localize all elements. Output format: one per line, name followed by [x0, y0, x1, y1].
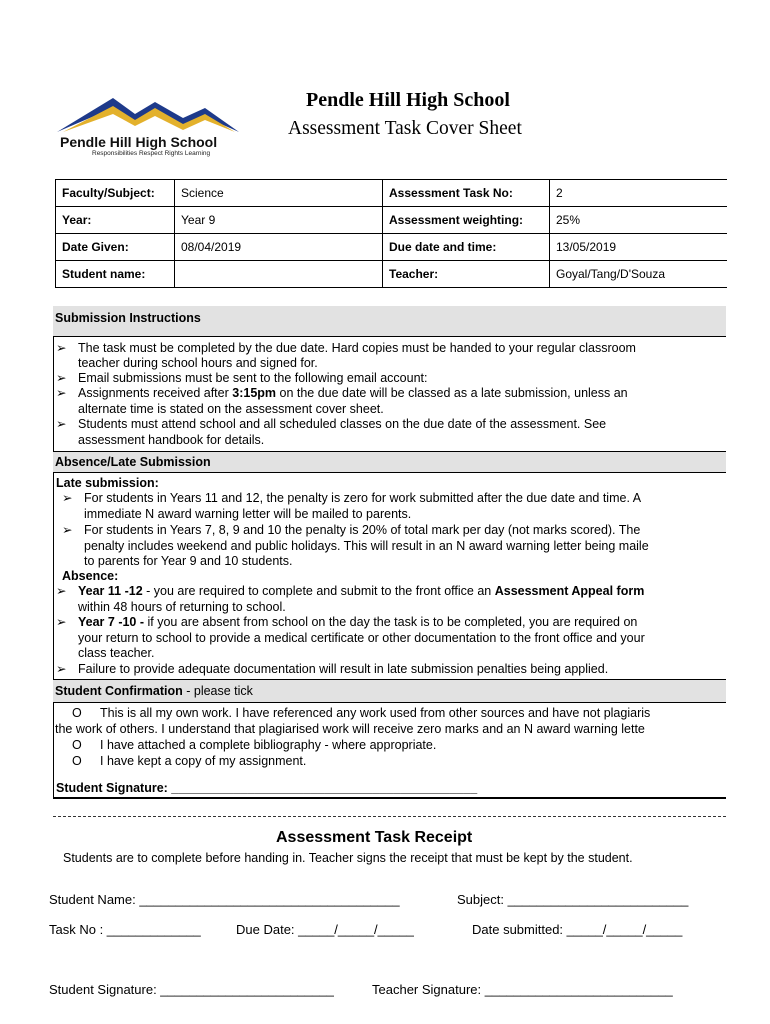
late-submission-heading: Late submission:	[56, 476, 159, 490]
value-faculty[interactable]: Science	[175, 180, 383, 207]
text: Student Confirmation	[55, 684, 183, 698]
tick-circle[interactable]: O	[72, 738, 82, 752]
value-weighting[interactable]: 25%	[550, 207, 727, 234]
submission-line: Email submissions must be sent to the following email account:	[78, 371, 428, 385]
submission-line: alternate time is stated on the assessment cover sheet.	[78, 402, 384, 416]
bullet-arrow-icon: ➢	[62, 523, 73, 537]
receipt-due-date-field[interactable]: Due Date: _____/_____/_____	[236, 922, 414, 937]
receipt-date-submitted-field[interactable]: Date submitted: _____/_____/_____	[472, 922, 683, 937]
bullet-arrow-icon: ➢	[56, 584, 67, 598]
value-date-given[interactable]: 08/04/2019	[175, 234, 383, 261]
absence-line: your return to school to provide a medical certificate or other documentation to the front office and your	[78, 631, 645, 645]
submission-line	[78, 386, 628, 401]
receipt-subject-field[interactable]: Subject: _________________________	[457, 892, 689, 907]
submission-line: assessment handbook for details.	[78, 433, 265, 447]
late-line: For students in Years 7, 8, 9 and 10 the penalty is 20% of total mark per day (not marks scored). The	[84, 523, 641, 537]
label-teacher: Teacher:	[383, 261, 550, 288]
absence-line	[78, 584, 644, 599]
cut-line	[53, 816, 726, 817]
tick-circle[interactable]: O	[72, 754, 82, 768]
absence-line: class teacher.	[78, 646, 155, 660]
confirmation-line: the work of others. I understand that plagiarised work will receive zero marks and an N award warning lette	[55, 722, 645, 736]
submission-line: Students must attend school and all scheduled classes on the due date of the assessment. See	[78, 417, 607, 431]
bullet-arrow-icon: ➢	[56, 386, 67, 400]
absence-heading: Absence/Late Submission	[53, 451, 726, 473]
bullet-arrow-icon: ➢	[56, 417, 67, 431]
table-row	[56, 207, 727, 234]
sheet-title: Assessment Task Cover Sheet	[288, 118, 522, 139]
confirmation-heading	[53, 679, 726, 703]
receipt-student-signature-field[interactable]: Student Signature: ________________________	[49, 982, 334, 997]
text: Year 11 -12	[78, 584, 143, 598]
label-student-name: Student name:	[56, 261, 175, 288]
bullet-arrow-icon: ➢	[62, 491, 73, 505]
bullet-arrow-icon: ➢	[56, 371, 67, 385]
table-row	[56, 234, 727, 261]
value-teacher[interactable]: Goyal/Tang/D'Souza	[550, 261, 727, 288]
value-due-date[interactable]: 13/05/2019	[550, 234, 727, 261]
label-year: Year:	[56, 207, 175, 234]
confirmation-line: This is all my own work. I have referenced any work used from other sources and have not plagiaris	[100, 706, 651, 720]
bullet-arrow-icon: ➢	[56, 662, 67, 676]
text: on the due date will be classed as a late submission, unless an	[276, 386, 628, 400]
absence-subheading: Absence:	[62, 569, 119, 583]
table-row	[56, 261, 727, 288]
late-line: to parents for Year 9 and 10 students.	[84, 554, 293, 568]
text: if you are absent from school on the day the task is to be completed, you are required on	[144, 615, 638, 629]
bullet-arrow-icon: ➢	[56, 341, 67, 355]
receipt-teacher-signature-field[interactable]: Teacher Signature: __________________________	[372, 982, 673, 997]
text: Year 7 -10 -	[78, 615, 145, 629]
submission-heading: Submission Instructions	[53, 306, 726, 337]
late-line: penalty includes weekend and public holidays. This will result in an N award warning letter being maile	[84, 539, 649, 553]
receipt-subtitle: Students are to complete before handing in. Teacher signs the receipt that must be kept by the student.	[63, 851, 633, 865]
table-row	[56, 180, 727, 207]
logo-school-name: Pendle Hill High School	[60, 134, 218, 150]
task-info-table	[55, 179, 727, 288]
late-time: 3:15pm	[232, 386, 277, 400]
label-date-given: Date Given:	[56, 234, 175, 261]
late-line: For students in Years 11 and 12, the penalty is zero for work submitted after the due date and time. A	[84, 491, 642, 505]
label-weighting: Assessment weighting:	[383, 207, 550, 234]
text: - please tick	[182, 684, 253, 698]
label-task-no: Assessment Task No:	[383, 180, 550, 207]
label-faculty: Faculty/Subject:	[56, 180, 175, 207]
submission-line: teacher during school hours and signed for.	[78, 356, 318, 370]
value-task-no[interactable]: 2	[550, 180, 727, 207]
label-due-date: Due date and time:	[383, 234, 550, 261]
receipt-title: Assessment Task Receipt	[276, 829, 473, 846]
confirmation-line: I have kept a copy of my assignment.	[100, 754, 307, 768]
receipt-task-no-field[interactable]: Task No : _____________	[49, 922, 201, 937]
text: - you are required to complete and submit to the front office an	[142, 584, 495, 598]
text: Assessment Appeal form	[494, 584, 645, 598]
tick-circle[interactable]: O	[72, 706, 82, 720]
absence-line	[78, 615, 637, 630]
confirmation-line: I have attached a complete bibliography - where appropriate.	[100, 738, 437, 752]
bullet-arrow-icon: ➢	[56, 615, 67, 629]
value-year[interactable]: Year 9	[175, 207, 383, 234]
logo-motto: Responsibilities Respect Rights Learning	[92, 150, 211, 157]
value-student-name[interactable]	[175, 261, 383, 288]
submission-line: The task must be completed by the due date. Hard copies must be handed to your regular classroom	[78, 341, 636, 355]
receipt-student-name-field[interactable]: Student Name: ____________________________________	[49, 892, 400, 907]
school-title: Pendle Hill High School	[306, 89, 510, 111]
text: Assignments received after	[78, 386, 233, 400]
absence-line: Failure to provide adequate documentation will result in late submission penalties being applied.	[78, 662, 609, 676]
absence-line: within 48 hours of returning to school.	[78, 600, 286, 614]
student-signature-field[interactable]: Student Signature: ____________________________________________	[56, 781, 478, 795]
late-line: immediate N award warning letter will be mailed to parents.	[84, 507, 412, 521]
